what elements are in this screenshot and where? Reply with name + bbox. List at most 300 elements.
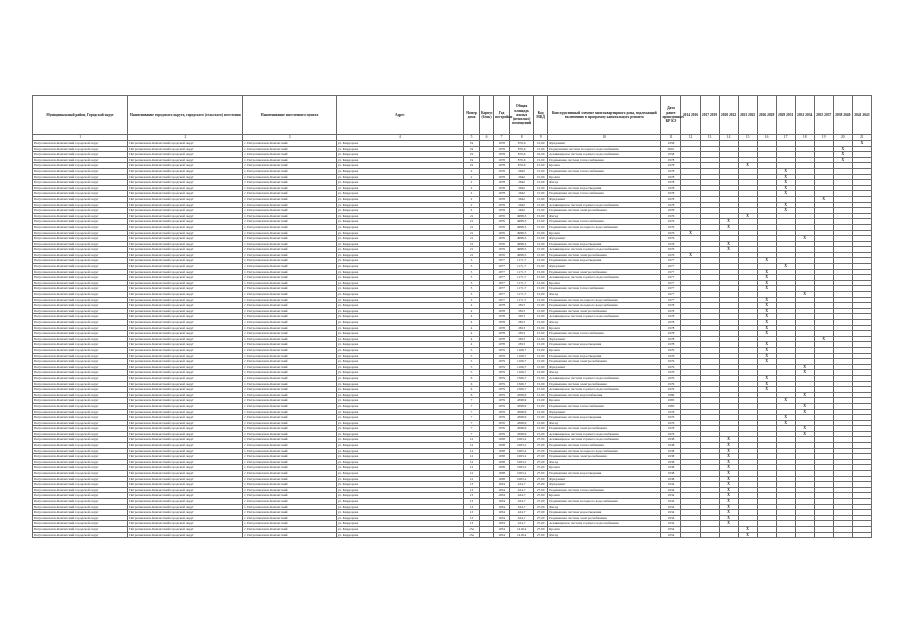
settlement-cell: Петропавловск-Камчатский городской округ bbox=[128, 191, 243, 197]
structural-element-cell: Подмышная система электроснабжения bbox=[548, 269, 661, 275]
previous-repair-date-cell: 1978 bbox=[661, 196, 681, 202]
column-header: Общая площадь жилых (нежилых) помещений bbox=[510, 96, 534, 135]
build-year-cell: 1979 bbox=[494, 370, 510, 376]
period-cell: X bbox=[757, 258, 776, 264]
district-cell: Петропавловск-Камчатский городской округ bbox=[33, 454, 128, 460]
district-cell: Петропавловск-Камчатский городской округ bbox=[33, 476, 128, 482]
structural-element-cell: Кровля bbox=[548, 325, 661, 331]
house-number-cell: 7 bbox=[464, 398, 480, 404]
address-cell: ул. Кирдорова bbox=[336, 325, 463, 331]
previous-repair-date-cell: 1978 bbox=[661, 202, 681, 208]
address-cell: ул. Кирдорова bbox=[336, 314, 463, 320]
address-cell: ул. Кирдорова bbox=[336, 297, 463, 303]
settlement-cell: Петропавловск-Камчатский городской округ bbox=[128, 482, 243, 488]
build-year-cell: 1978 bbox=[494, 303, 510, 309]
period-cell: X bbox=[719, 219, 738, 225]
locality-cell: г. Петропавловск-Камчатский bbox=[243, 521, 336, 527]
period-cell: X bbox=[757, 280, 776, 286]
house-number-cell: 3 bbox=[464, 280, 480, 286]
address-cell: ул. Кирдорова bbox=[336, 320, 463, 326]
period-cell: X bbox=[719, 443, 738, 449]
period-cell: X bbox=[757, 297, 776, 303]
locality-cell: г. Петропавловск-Камчатский bbox=[243, 515, 336, 521]
build-year-cell: 1978 bbox=[494, 196, 510, 202]
settlement-cell: Петропавловск-Камчатский городской округ bbox=[128, 521, 243, 527]
previous-repair-date-cell: 1934 bbox=[661, 487, 681, 493]
previous-repair-date-cell: 1958 bbox=[661, 141, 681, 147]
settlement-cell: Петропавловск-Камчатский городской округ bbox=[128, 202, 243, 208]
address-cell: ул. Кирдорова bbox=[336, 168, 463, 174]
area-cell: 4398,9 bbox=[510, 431, 534, 437]
district-cell: Петропавловск-Камчатский городской округ bbox=[33, 353, 128, 359]
house-number-cell: 6 bbox=[464, 375, 480, 381]
period-cell: X bbox=[833, 146, 852, 152]
mkd-code-cell: 27,00 bbox=[534, 510, 548, 516]
column-number: 5 bbox=[464, 135, 480, 141]
build-year-cell: 1976 bbox=[494, 426, 510, 432]
house-number-cell: 4 bbox=[464, 331, 480, 337]
locality-cell: г. Петропавловск-Камчатский bbox=[243, 297, 336, 303]
previous-repair-date-cell: 1954 bbox=[661, 526, 681, 532]
area-cell: 424,7 bbox=[510, 510, 534, 516]
structural-element-cell: Фасад bbox=[548, 213, 661, 219]
previous-repair-date-cell: 1978 bbox=[661, 180, 681, 186]
locality-cell: г. Петропавловск-Камчатский bbox=[243, 208, 336, 214]
area-cell: 2813 bbox=[510, 336, 534, 342]
locality-cell: г. Петропавловск-Камчатский bbox=[243, 532, 336, 538]
period-cell: X bbox=[795, 370, 814, 376]
previous-repair-date-cell: 1979 bbox=[661, 381, 681, 387]
previous-repair-date-cell: 1938 bbox=[661, 448, 681, 454]
previous-repair-date-cell: 1978 bbox=[661, 168, 681, 174]
area-cell: 4998,3 bbox=[510, 224, 534, 230]
previous-repair-date-cell: 1938 bbox=[661, 459, 681, 465]
structural-element-cell: Фасад bbox=[548, 180, 661, 186]
previous-repair-date-cell: 1934 bbox=[661, 482, 681, 488]
mkd-code-cell: 15,00 bbox=[534, 258, 548, 264]
settlement-cell: Петропавловск-Камчатский городской округ bbox=[128, 219, 243, 225]
address-cell: ул. Кирдорова bbox=[336, 191, 463, 197]
previous-repair-date-cell: 1934 bbox=[661, 521, 681, 527]
settlement-cell: Петропавловск-Камчатский городской округ bbox=[128, 224, 243, 230]
period-cell: X bbox=[795, 292, 814, 298]
address-cell: ул. Кирдорова bbox=[336, 264, 463, 270]
mkd-code-cell: 15,00 bbox=[534, 252, 548, 258]
area-cell: 1063,2 bbox=[510, 465, 534, 471]
settlement-cell: Петропавловск-Камчатский городской округ bbox=[128, 208, 243, 214]
structural-element-cell: Фасад bbox=[548, 532, 661, 538]
build-year-cell: 1979 bbox=[494, 409, 510, 415]
address-cell: ул. Кирдорова bbox=[336, 387, 463, 393]
settlement-cell: Петропавловск-Камчатский городской округ bbox=[128, 286, 243, 292]
locality-cell: г. Петропавловск-Камчатский bbox=[243, 454, 336, 460]
settlement-cell: Петропавловск-Камчатский городской округ bbox=[128, 336, 243, 342]
area-cell: 1063,2 bbox=[510, 437, 534, 443]
structural-element-cell: Подмышная система электроснабжения bbox=[548, 208, 661, 214]
settlement-cell: Петропавловск-Камчатский городской округ bbox=[128, 359, 243, 365]
structural-element-cell: Подмышная система теплоснабжения bbox=[548, 487, 661, 493]
locality-cell: г. Петропавловск-Камчатский bbox=[243, 146, 336, 152]
address-cell: ул. Кирдорова bbox=[336, 521, 463, 527]
house-number-cell: 13 bbox=[464, 493, 480, 499]
build-year-cell: 1977 bbox=[494, 292, 510, 298]
period-cell bbox=[700, 532, 719, 538]
mkd-code-cell: 27,00 bbox=[534, 487, 548, 493]
build-year-cell: 1976 bbox=[494, 420, 510, 426]
district-cell: Петропавловск-Камчатский городской округ bbox=[33, 269, 128, 275]
period-cell: X bbox=[757, 308, 776, 314]
mkd-code-cell: 15,00 bbox=[534, 247, 548, 253]
mkd-code-cell: 15,00 bbox=[534, 342, 548, 348]
settlement-cell: Петропавловск-Камчатский городской округ bbox=[128, 409, 243, 415]
area-cell: 4998,3 bbox=[510, 219, 534, 225]
district-cell: Петропавловск-Камчатский городской округ bbox=[33, 247, 128, 253]
previous-repair-date-cell: 1934 bbox=[661, 493, 681, 499]
previous-repair-date-cell: 1976 bbox=[661, 236, 681, 242]
structural-element-cell: Фундамент bbox=[548, 476, 661, 482]
period-cell: X bbox=[757, 375, 776, 381]
previous-repair-date-cell: 1979 bbox=[661, 347, 681, 353]
district-cell: Петропавловск-Камчатский городской округ bbox=[33, 437, 128, 443]
build-year-cell: 1979 bbox=[494, 359, 510, 365]
area-cell: 1063,2 bbox=[510, 471, 534, 477]
district-cell: Петропавловск-Камчатский городской округ bbox=[33, 387, 128, 393]
address-cell: ул. Кирдорова bbox=[336, 241, 463, 247]
address-cell: ул. Кирдорова bbox=[336, 415, 463, 421]
district-cell: Петропавловск-Камчатский городской округ bbox=[33, 398, 128, 404]
district-cell: Петропавловск-Камчатский городской округ bbox=[33, 336, 128, 342]
district-cell: Петропавловск-Камчатский городской округ bbox=[33, 258, 128, 264]
period-cell: X bbox=[776, 191, 795, 197]
previous-repair-date-cell: 1978 bbox=[661, 336, 681, 342]
house-number-cell: 21 bbox=[464, 213, 480, 219]
period-cell: X bbox=[738, 163, 757, 169]
district-cell: Петропавловск-Камчатский городской округ bbox=[33, 499, 128, 505]
locality-cell: г. Петропавловск-Камчатский bbox=[243, 526, 336, 532]
locality-cell: г. Петропавловск-Камчатский bbox=[243, 353, 336, 359]
structural-element-cell: Фасад bbox=[548, 320, 661, 326]
house-number-cell: 6 bbox=[464, 381, 480, 387]
build-year-cell: 1977 bbox=[494, 269, 510, 275]
column-header: 2029 2031 bbox=[776, 96, 795, 135]
settlement-cell: Петропавловск-Камчатский городской округ bbox=[128, 180, 243, 186]
area-cell: 1418,4 bbox=[510, 526, 534, 532]
district-cell: Петропавловск-Камчатский городской округ bbox=[33, 185, 128, 191]
house-number-cell: 5 bbox=[464, 364, 480, 370]
house-number-cell: 3 bbox=[464, 264, 480, 270]
column-number: 18 bbox=[795, 135, 814, 141]
structural-element-cell: Кровля bbox=[548, 398, 661, 404]
district-cell: Петропавловск-Камчатский городской округ bbox=[33, 331, 128, 337]
house-number-cell: 13а bbox=[464, 526, 480, 532]
settlement-cell: Петропавловск-Камчатский городской округ bbox=[128, 247, 243, 253]
build-year-cell: 1979 bbox=[494, 353, 510, 359]
district-cell: Петропавловск-Камчатский городской округ bbox=[33, 314, 128, 320]
structural-element-cell: Аскинкировое система горячего водоснабжения bbox=[548, 275, 661, 281]
address-cell: ул. Кирдорова bbox=[336, 437, 463, 443]
settlement-cell: Петропавловск-Камчатский городской округ bbox=[128, 515, 243, 521]
build-year-cell: 1977 bbox=[494, 258, 510, 264]
house-number-cell: 6 bbox=[464, 392, 480, 398]
house-number-cell: 6 bbox=[464, 387, 480, 393]
settlement-cell: Петропавловск-Камчатский городской округ bbox=[128, 443, 243, 449]
previous-repair-date-cell: 1934 bbox=[661, 510, 681, 516]
previous-repair-date-cell: 1976 bbox=[661, 247, 681, 253]
column-number: 13 bbox=[700, 135, 719, 141]
structural-element-cell: Фасад bbox=[548, 420, 661, 426]
locality-cell: г. Петропавловск-Камчатский bbox=[243, 202, 336, 208]
structural-element-cell: Аскинкировое система горячего водоснабжения bbox=[548, 247, 661, 253]
locality-cell: г. Петропавловск-Камчатский bbox=[243, 409, 336, 415]
house-number-cell: 2 bbox=[464, 208, 480, 214]
mkd-code-cell: 27,00 bbox=[534, 532, 548, 538]
build-year-cell: 1976 bbox=[494, 236, 510, 242]
area-cell: 1366,7 bbox=[510, 387, 534, 393]
locality-cell: г. Петропавловск-Камчатский bbox=[243, 180, 336, 186]
district-cell: Петропавловск-Камчатский городской округ bbox=[33, 532, 128, 538]
area-cell: 1166,7 bbox=[510, 347, 534, 353]
build-year-cell: 1977 bbox=[494, 286, 510, 292]
period-cell: X bbox=[833, 152, 852, 158]
previous-repair-date-cell: 1977 bbox=[661, 258, 681, 264]
previous-repair-date-cell: 1979 bbox=[661, 387, 681, 393]
previous-repair-date-cell: 1938 bbox=[661, 454, 681, 460]
locality-cell: г. Петропавловск-Камчатский bbox=[243, 381, 336, 387]
column-number: 15 bbox=[738, 135, 757, 141]
address-cell: ул. Кирдорова bbox=[336, 180, 463, 186]
structural-element-cell: Подмышная система электроснабжения bbox=[548, 308, 661, 314]
mkd-code-cell: 15,00 bbox=[534, 387, 548, 393]
area-cell: 1366,7 bbox=[510, 375, 534, 381]
area-cell: 424,7 bbox=[510, 515, 534, 521]
house-number-cell: 19 bbox=[464, 141, 480, 147]
house-number-cell: 2 bbox=[464, 185, 480, 191]
previous-repair-date-cell: 1977 bbox=[661, 269, 681, 275]
house-number-cell: 21 bbox=[464, 230, 480, 236]
period-cell: X bbox=[719, 476, 738, 482]
period-cell: X bbox=[757, 269, 776, 275]
column-number: 10 bbox=[548, 135, 661, 141]
previous-repair-date-cell: 1977 bbox=[661, 264, 681, 270]
structural-element-cell: Подмышная система электроснабжения bbox=[548, 381, 661, 387]
previous-repair-date-cell: 1979 bbox=[661, 353, 681, 359]
mkd-code-cell: 15,00 bbox=[534, 191, 548, 197]
mkd-code-cell: 15,00 bbox=[534, 381, 548, 387]
area-cell: 1166,7 bbox=[510, 364, 534, 370]
structural-element-cell: Подмышная система водоснабжения bbox=[548, 392, 661, 398]
address-cell: ул. Кирдорова bbox=[336, 174, 463, 180]
structural-element-cell: Аскинкировое система горячего водоснабжения bbox=[548, 387, 661, 393]
area-cell: 2813 bbox=[510, 325, 534, 331]
locality-cell: г. Петропавловск-Камчатский bbox=[243, 347, 336, 353]
locality-cell: г. Петропавловск-Камчатский bbox=[243, 141, 336, 147]
previous-repair-date-cell: 1977 bbox=[661, 292, 681, 298]
address-cell: ул. Кирдорова bbox=[336, 157, 463, 163]
settlement-cell: Петропавловск-Камчатский городской округ bbox=[128, 471, 243, 477]
structural-element-cell: Кровля bbox=[548, 174, 661, 180]
area-cell: 4398,9 bbox=[510, 426, 534, 432]
house-number-cell: 3 bbox=[464, 297, 480, 303]
period-cell: X bbox=[719, 454, 738, 460]
address-cell: ул. Кирдорова bbox=[336, 392, 463, 398]
period-cell: X bbox=[757, 275, 776, 281]
area-cell: 1171,7 bbox=[510, 258, 534, 264]
structural-element-cell: Подмышная система теплоснабжения bbox=[548, 403, 661, 409]
column-number: 14 bbox=[719, 135, 738, 141]
settlement-cell: Петропавловск-Камчатский городской округ bbox=[128, 236, 243, 242]
build-year-cell: 1934 bbox=[494, 504, 510, 510]
settlement-cell: Петропавловск-Камчатский городской округ bbox=[128, 487, 243, 493]
mkd-code-cell: 15,00 bbox=[534, 163, 548, 169]
district-cell: Петропавловск-Камчатский городской округ bbox=[33, 504, 128, 510]
settlement-cell: Петропавловск-Камчатский городской округ bbox=[128, 375, 243, 381]
area-cell: 2813 bbox=[510, 308, 534, 314]
district-cell: Петропавловск-Камчатский городской округ bbox=[33, 521, 128, 527]
period-cell: X bbox=[852, 141, 871, 147]
previous-repair-date-cell: 1934 bbox=[661, 504, 681, 510]
settlement-cell: Петропавловск-Камчатский городской округ bbox=[128, 353, 243, 359]
settlement-cell: Петропавловск-Камчатский городской округ bbox=[128, 185, 243, 191]
district-cell: Петропавловск-Камчатский городской округ bbox=[33, 482, 128, 488]
build-year-cell: 1978 bbox=[494, 308, 510, 314]
locality-cell: г. Петропавловск-Камчатский bbox=[243, 387, 336, 393]
period-cell: X bbox=[776, 415, 795, 421]
mkd-code-cell: 15,00 bbox=[534, 392, 548, 398]
build-year-cell: 1979 bbox=[494, 364, 510, 370]
period-cell: X bbox=[757, 353, 776, 359]
structural-element-cell: Подмышная система водоотведения bbox=[548, 415, 661, 421]
house-number-cell: 21 bbox=[464, 252, 480, 258]
previous-repair-date-cell: 1938 bbox=[661, 476, 681, 482]
district-cell: Петропавловск-Камчатский городской округ bbox=[33, 286, 128, 292]
locality-cell: г. Петропавловск-Камчатский bbox=[243, 269, 336, 275]
mkd-code-cell: 15,00 bbox=[534, 141, 548, 147]
district-cell: Петропавловск-Камчатский городской округ bbox=[33, 325, 128, 331]
area-cell: 4398,9 bbox=[510, 398, 534, 404]
locality-cell: г. Петропавловск-Камчатский bbox=[243, 174, 336, 180]
settlement-cell: Петропавловск-Камчатский городской округ bbox=[128, 532, 243, 538]
period-cell: X bbox=[719, 487, 738, 493]
area-cell: 1063,2 bbox=[510, 443, 534, 449]
structural-element-cell: Кровля bbox=[548, 465, 661, 471]
area-cell: 2813 bbox=[510, 314, 534, 320]
mkd-code-cell: 15,00 bbox=[534, 409, 548, 415]
locality-cell: г. Петропавловск-Камчатский bbox=[243, 219, 336, 225]
area-cell: 4398,9 bbox=[510, 420, 534, 426]
area-cell: 2642 bbox=[510, 202, 534, 208]
address-cell: ул. Кирдорова bbox=[336, 381, 463, 387]
address-cell: ул. Кирдорова bbox=[336, 353, 463, 359]
settlement-cell: Петропавловск-Камчатский городской округ bbox=[128, 320, 243, 326]
structural-element-cell: Подмышная система холодного водоснабжения bbox=[548, 448, 661, 454]
structural-element-cell: Аскинкировое система горячего водоснабжения bbox=[548, 375, 661, 381]
district-cell: Петропавловск-Камчатский городской округ bbox=[33, 515, 128, 521]
locality-cell: г. Петропавловск-Камчатский bbox=[243, 415, 336, 421]
district-cell: Петропавловск-Камчатский городской округ bbox=[33, 409, 128, 415]
address-cell: ул. Кирдорова bbox=[336, 499, 463, 505]
area-cell: 2642 bbox=[510, 180, 534, 186]
area-cell: 1171,7 bbox=[510, 292, 534, 298]
district-cell: Петропавловск-Камчатский городской округ bbox=[33, 459, 128, 465]
build-year-cell: 1978 bbox=[494, 191, 510, 197]
address-cell: ул. Кирдорова bbox=[336, 252, 463, 258]
district-cell: Петропавловск-Камчатский городской округ bbox=[33, 219, 128, 225]
structural-element-cell: Фундамент bbox=[548, 336, 661, 342]
settlement-cell: Петропавловск-Камчатский городской округ bbox=[128, 465, 243, 471]
house-number-cell: 21 bbox=[464, 224, 480, 230]
previous-repair-date-cell: 1978 bbox=[661, 320, 681, 326]
previous-repair-date-cell: 1977 bbox=[661, 286, 681, 292]
mkd-code-cell: 27,00 bbox=[534, 482, 548, 488]
locality-cell: г. Петропавловск-Камчатский bbox=[243, 314, 336, 320]
mkd-code-cell: 27,00 bbox=[534, 504, 548, 510]
settlement-cell: Петропавловск-Камчатский городской округ bbox=[128, 308, 243, 314]
area-cell: 4398,9 bbox=[510, 392, 534, 398]
settlement-cell: Петропавловск-Камчатский городской округ bbox=[128, 364, 243, 370]
area-cell: 1063,2 bbox=[510, 459, 534, 465]
period-cell: X bbox=[795, 426, 814, 432]
area-cell: 1063,2 bbox=[510, 476, 534, 482]
house-number-cell: 4 bbox=[464, 320, 480, 326]
district-cell: Петропавловск-Камчатский городской округ bbox=[33, 347, 128, 353]
district-cell: Петропавловск-Камчатский городской округ bbox=[33, 163, 128, 169]
area-cell: 1166,7 bbox=[510, 359, 534, 365]
district-cell: Петропавловск-Камчатский городской округ bbox=[33, 180, 128, 186]
area-cell: 1063,2 bbox=[510, 448, 534, 454]
structural-element-cell: Подмышная система теплоснабжения bbox=[548, 191, 661, 197]
locality-cell: г. Петропавловск-Камчатский bbox=[243, 487, 336, 493]
period-cell bbox=[852, 532, 871, 538]
house-number-cell: 7 bbox=[464, 426, 480, 432]
structural-element-cell: Подмышная система электроснабжения bbox=[548, 426, 661, 432]
period-cell: X bbox=[795, 431, 814, 437]
build-year-cell: 1934 bbox=[494, 493, 510, 499]
house-number-cell: 2 bbox=[464, 202, 480, 208]
district-cell: Петропавловск-Камчатский городской округ bbox=[33, 168, 128, 174]
house-number-cell: 7 bbox=[464, 415, 480, 421]
area-cell: 1166,7 bbox=[510, 370, 534, 376]
area-cell: 2642 bbox=[510, 174, 534, 180]
period-cell: X bbox=[719, 499, 738, 505]
settlement-cell: Петропавловск-Камчатский городской округ bbox=[128, 437, 243, 443]
district-cell: Петропавловск-Камчатский городской округ bbox=[33, 392, 128, 398]
house-number-cell: 12 bbox=[464, 437, 480, 443]
build-year-cell: 1976 bbox=[494, 219, 510, 225]
period-cell bbox=[757, 532, 776, 538]
build-year-cell: 1976 bbox=[494, 252, 510, 258]
mkd-code-cell: 15,00 bbox=[534, 219, 548, 225]
column-header: 2032 2034 bbox=[795, 96, 814, 135]
build-year-cell: 1938 bbox=[494, 476, 510, 482]
settlement-cell: Петропавловск-Камчатский городской округ bbox=[128, 269, 243, 275]
settlement-cell: Петропавловск-Камчатский городской округ bbox=[128, 459, 243, 465]
mkd-code-cell: 15,00 bbox=[534, 359, 548, 365]
period-cell: X bbox=[776, 174, 795, 180]
period-cell: X bbox=[776, 398, 795, 404]
locality-cell: г. Петропавловск-Камчатский bbox=[243, 168, 336, 174]
settlement-cell: Петропавловск-Камчатский городской округ bbox=[128, 476, 243, 482]
area-cell: 1171,7 bbox=[510, 264, 534, 270]
column-number: 4 bbox=[336, 135, 463, 141]
address-cell: ул. Кирдорова bbox=[336, 342, 463, 348]
settlement-cell: Петропавловск-Камчатский городской округ bbox=[128, 152, 243, 158]
build-year-cell: 1954 bbox=[494, 532, 510, 538]
area-cell: 2642 bbox=[510, 196, 534, 202]
mkd-code-cell: 15,00 bbox=[534, 303, 548, 309]
mkd-code-cell: 15,00 bbox=[534, 420, 548, 426]
previous-repair-date-cell: 1938 bbox=[661, 465, 681, 471]
build-year-cell: 1938 bbox=[494, 437, 510, 443]
